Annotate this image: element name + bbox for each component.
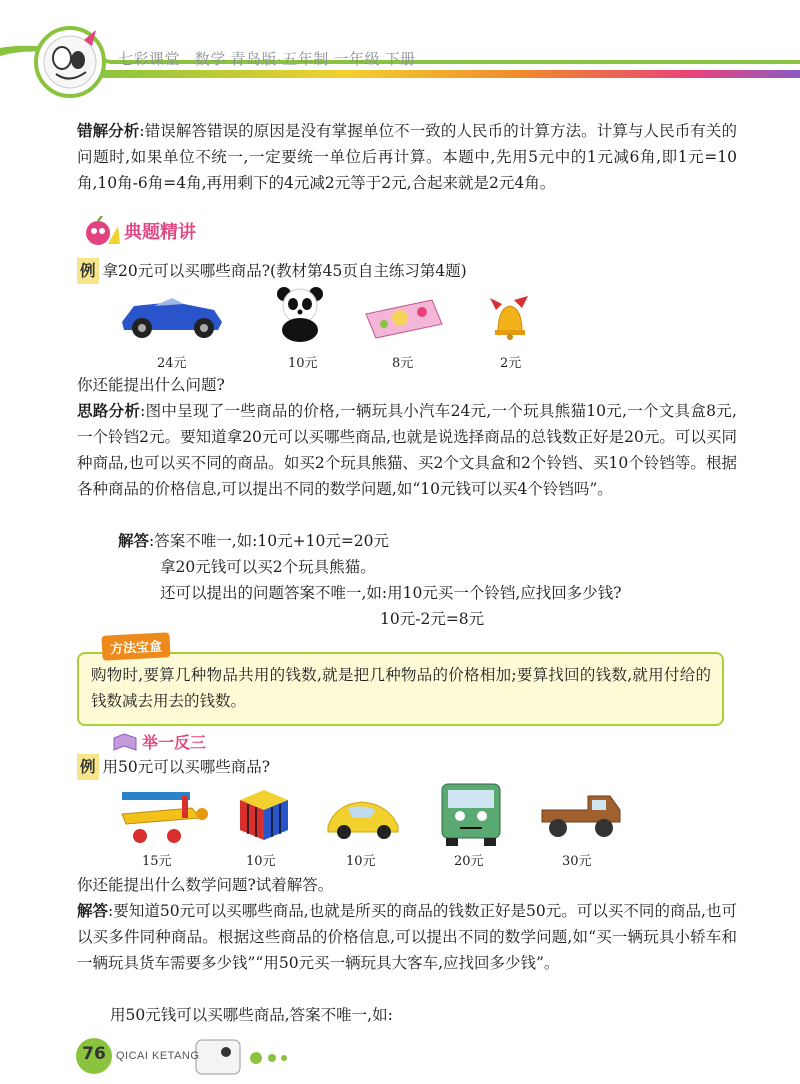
item-race-car <box>110 292 230 340</box>
bell-icon <box>484 292 534 342</box>
price-pencil-box: 8元 <box>392 356 414 371</box>
answer1-line2: 拿20元钱可以买2个玩具熊猫。 <box>160 558 376 576</box>
page-header <box>0 0 800 100</box>
answer1-text1: :答案不唯一,如:10元+10元=20元 <box>149 532 390 550</box>
book-subject: 数学 青岛版·五年制 一年级 下册 <box>194 51 416 68</box>
price-beetle: 10元 <box>346 854 376 869</box>
error-analysis <box>77 118 737 196</box>
item-pencil-box <box>362 296 446 340</box>
method-box <box>77 652 724 726</box>
item-bell <box>484 292 534 342</box>
pencil-box-icon <box>362 296 446 340</box>
example2-tag: 例 <box>77 754 99 780</box>
item-panda <box>270 284 330 342</box>
price-bell: 2元 <box>500 356 522 371</box>
apple-mascot-icon <box>80 216 120 246</box>
toy-race-car-icon <box>114 292 226 340</box>
answer1-label: 解答 <box>118 532 150 550</box>
thinking-text: :图中呈现了一些商品的价格,一辆玩具小汽车24元,一个玩具熊猫10元,一个文具盒8元,一个铃铛2元。要知道拿20元可以买哪些商品,也就是说选择商品的总钱数正好是20元。可以买同种商品,也可以买不同的商品。如买2个玩具熊猫、买2个文具盒和2个铃铛、买10个铃铛等。根据各种商品的价格信息,可以提出不同的数学问题,如“10元钱可以买4个铃铛吗”。 <box>77 402 737 498</box>
price-bus: 20元 <box>454 854 484 869</box>
answer1-line4: 10元-2元=8元 <box>380 610 485 628</box>
page-footer <box>0 1030 800 1084</box>
price-truck: 30元 <box>562 854 592 869</box>
example1-text: 拿20元可以买哪些商品?(教材第45页自主练习第4题) <box>102 262 467 280</box>
item-plane <box>112 784 208 846</box>
error-analysis-label: 错解分析 <box>77 122 140 140</box>
series-name: 七彩课堂 <box>118 51 181 68</box>
price-plane: 15元 <box>142 854 172 869</box>
section-practice-label: 举一反三 <box>142 733 207 752</box>
answer1-line1 <box>118 528 738 554</box>
toy-panda-icon <box>270 284 330 342</box>
answer2 <box>77 898 737 976</box>
example1-followup: 你还能提出什么问题? <box>77 376 225 394</box>
example-tag: 例 <box>77 258 99 284</box>
method-tag: 方法宝盒 <box>101 632 170 661</box>
toy-plane-icon <box>112 784 208 846</box>
example2-text: 用50元可以买哪些商品? <box>102 758 271 776</box>
page-number: 76 <box>82 1044 106 1064</box>
toy-bus-icon <box>436 780 506 848</box>
price-cube: 10元 <box>246 854 276 869</box>
item-beetle <box>322 796 404 840</box>
toy-truck-icon <box>538 788 624 840</box>
answer2-last: 用50元钱可以买哪些商品,答案不唯一,如: <box>110 1006 393 1024</box>
example2-question <box>77 754 737 780</box>
example1-question <box>77 258 737 284</box>
thinking-analysis <box>77 398 737 502</box>
section-typical-label: 典题精讲 <box>124 222 196 243</box>
footer-brand: QICAI KETANG <box>116 1050 200 1062</box>
rubiks-cube-icon <box>234 786 292 842</box>
method-text: 购物时,要算几种物品共用的钱数,就是把几种物品的价格相加;要算找回的钱数,就用付给的钱数减去用去的钱数。 <box>91 666 711 710</box>
toy-beetle-car-icon <box>322 796 404 840</box>
thinking-label: 思路分析 <box>77 402 141 420</box>
item-bus <box>436 780 506 848</box>
price-panda: 10元 <box>288 356 318 371</box>
answer2-label: 解答 <box>77 902 109 920</box>
price-race-car: 24元 <box>157 356 187 371</box>
answer2-text: :要知道50元可以买哪些商品,也就是所买的商品的钱数正好是50元。可以买不同的商品,也可以买多件同种商品。根据这些商品的价格信息,可以提出不同的数学问题,如“买一辆玩具小轿车和一辆玩具货车需要多少钱”“用50元买一辆玩具大客车,应找回多少钱”。 <box>77 902 737 972</box>
item-cube <box>234 786 292 842</box>
book-icon <box>112 732 138 752</box>
answer1-line3: 还可以提出的问题答案不唯一,如:用10元买一个铃铛,应找回多少钱? <box>160 584 622 602</box>
error-analysis-text: :错误解答错误的原因是没有掌握单位不一致的人民币的计算方法。计算与人民币有关的问题时,如果单位不统一,一定要统一单位后再计算。本题中,先用5元中的1元减6角,即1元=10角,10角-6角=4角,再用剩下的4元减2元等于2元,合起来就是2元4角。 <box>77 122 737 192</box>
item-truck <box>538 788 624 840</box>
example2-followup: 你还能提出什么数学问题?试着解答。 <box>77 876 334 894</box>
